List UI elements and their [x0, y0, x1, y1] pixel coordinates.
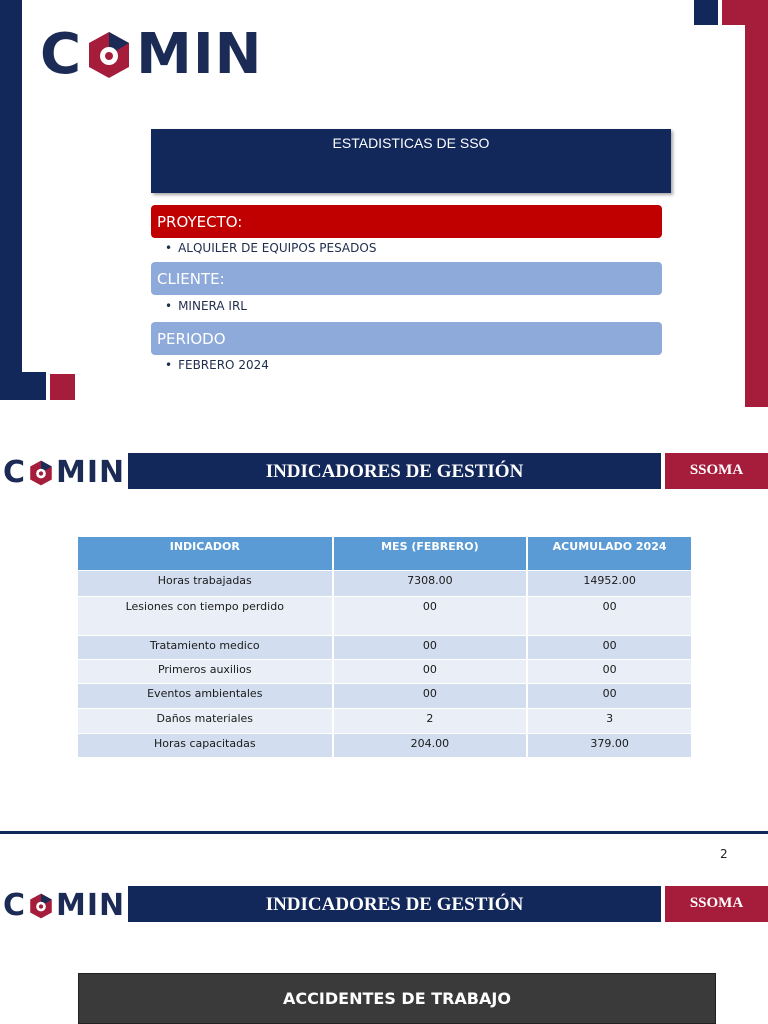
table-cell: 3 — [527, 708, 692, 733]
section-heading-client: CLIENTE: — [151, 262, 662, 295]
comin-hexagon-icon — [27, 459, 55, 487]
cover-title-box — [151, 129, 671, 193]
right-decor-bar — [722, 0, 768, 25]
comin-logo-small: C MIN — [3, 455, 126, 490]
table-cell: 379.00 — [527, 733, 692, 757]
table-cell: 00 — [527, 596, 692, 635]
table-row — [78, 708, 692, 733]
column-header: INDICADOR — [78, 537, 333, 570]
slide-header-tag: SSOMA — [665, 453, 768, 489]
table-cell: 00 — [527, 635, 692, 659]
table-cell: 7308.00 — [333, 570, 528, 596]
slide-header-title: INDICADORES DE GESTIÓN — [128, 453, 661, 489]
table-row — [78, 733, 692, 757]
section-heading-period: PERIODO — [151, 322, 662, 355]
page-number: 2 — [720, 847, 728, 861]
table-row — [78, 635, 692, 659]
cover-title: ESTADISTICAS DE SSO — [332, 135, 490, 151]
table-row — [78, 683, 692, 708]
table-cell: 00 — [333, 683, 528, 708]
table-cell: Daños materiales — [78, 708, 333, 733]
table-cell: 00 — [333, 659, 528, 683]
cover-slide — [0, 0, 768, 410]
left-decor-bar — [0, 0, 22, 400]
table-cell: Tratamiento medico — [78, 635, 333, 659]
comin-logo: C MIN — [40, 22, 263, 87]
left-decor-foot — [0, 372, 46, 400]
table-cell: Primeros auxilios — [78, 659, 333, 683]
table-row — [78, 596, 692, 635]
table-cell: 00 — [527, 683, 692, 708]
slide-header-title: INDICADORES DE GESTIÓN — [128, 886, 661, 922]
accidents-banner: ACCIDENTES DE TRABAJO — [78, 973, 716, 1024]
column-header: MES (FEBRERO) — [333, 537, 528, 570]
table-cell: 00 — [527, 659, 692, 683]
right-decor-square — [694, 0, 718, 25]
table-row — [78, 570, 692, 596]
table-row — [78, 659, 692, 683]
section-bullet-period: • FEBRERO 2024 — [165, 358, 269, 372]
comin-hexagon-icon — [83, 29, 135, 81]
comin-hexagon-icon — [27, 892, 55, 920]
section-heading-project: PROYECTO: — [151, 205, 662, 238]
table-cell: Horas capacitadas — [78, 733, 333, 757]
page-divider — [0, 831, 768, 834]
table-cell: 00 — [333, 635, 528, 659]
comin-logo-small: C MIN — [3, 888, 126, 923]
kpi-table — [78, 537, 693, 757]
left-decor-square — [50, 374, 75, 400]
table-cell: Eventos ambientales — [78, 683, 333, 708]
right-decor-tall-bar — [745, 25, 768, 407]
section-bullet-project: • ALQUILER DE EQUIPOS PESADOS — [165, 241, 377, 255]
table-cell: 14952.00 — [527, 570, 692, 596]
table-cell: Lesiones con tiempo perdido — [78, 596, 333, 635]
column-header: ACUMULADO 2024 — [527, 537, 692, 570]
table-cell: 00 — [333, 596, 528, 635]
table-header-row — [78, 537, 692, 570]
table-cell: 204.00 — [333, 733, 528, 757]
section-bullet-client: • MINERA IRL — [165, 299, 247, 313]
table-cell: Horas trabajadas — [78, 570, 333, 596]
slide-header-tag: SSOMA — [665, 886, 768, 922]
table-cell: 2 — [333, 708, 528, 733]
